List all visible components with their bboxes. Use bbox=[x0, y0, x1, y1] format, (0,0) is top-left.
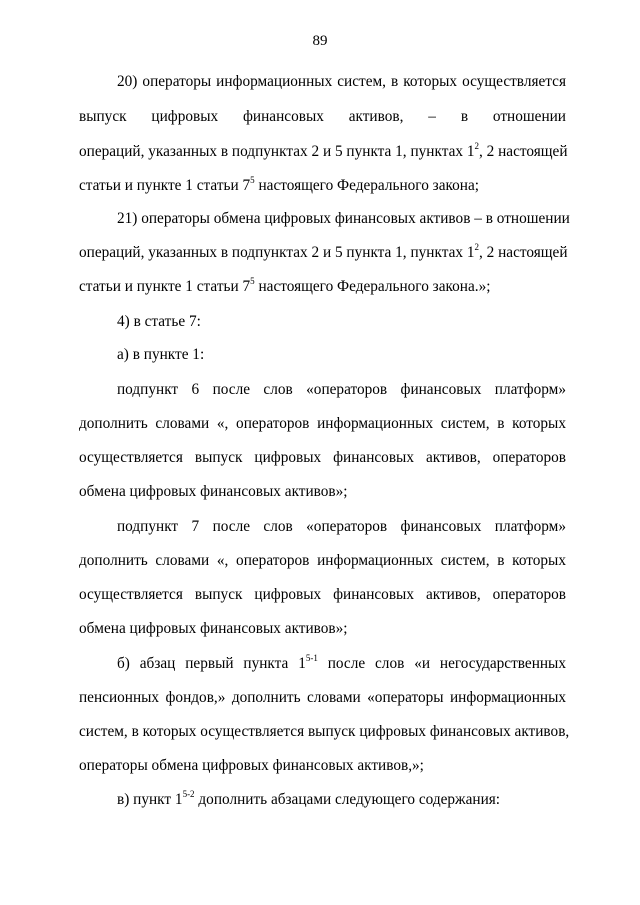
text-segment: операций, указанных в подпунктах 2 и 5 пункта 1, пунктах 1 bbox=[79, 143, 475, 160]
superscript: 5-2 bbox=[182, 788, 195, 799]
text-line: 20) операторы информационных систем, в которых осуществляется bbox=[117, 73, 566, 90]
superscript: 2 bbox=[474, 241, 479, 252]
superscript: 5-1 bbox=[305, 652, 318, 663]
text-line: выпуск цифровых финансовых активов, – в отношении bbox=[79, 108, 566, 125]
text-line: дополнить словами «, операторов информационных систем, в которых bbox=[79, 415, 566, 432]
text-segment: , 2 настоящей bbox=[479, 244, 568, 261]
text-line bbox=[79, 241, 568, 262]
text-line bbox=[79, 275, 566, 296]
text-line: а) в пункте 1: bbox=[117, 346, 205, 363]
text-line: дополнить словами «, операторов информационных систем, в которых bbox=[79, 552, 566, 569]
text-line: подпункт 7 после слов «операторов финансовых платформ» bbox=[117, 518, 566, 535]
text-line: обмена цифровых финансовых активов»; bbox=[79, 483, 348, 500]
text-segment: статьи и пункте 1 статьи 7 bbox=[79, 278, 251, 295]
superscript: 2 bbox=[474, 140, 479, 151]
text-line: пенсионных фондов,» дополнить словами «операторы информационных bbox=[79, 689, 566, 706]
text-line: операторы обмена цифровых финансовых активов,»; bbox=[79, 757, 424, 774]
text-line: систем, в которых осуществляется выпуск цифровых финансовых активов, bbox=[79, 723, 570, 740]
text-segment: статьи и пункте 1 статьи 7 bbox=[79, 177, 251, 194]
text-segment: после слов «и негосударственных bbox=[317, 655, 566, 672]
text-line: осуществляется выпуск цифровых финансовых активов, операторов bbox=[79, 449, 566, 466]
text-segment: дополнить абзацами следующего содержания: bbox=[194, 791, 501, 808]
text-line bbox=[79, 174, 566, 195]
text-line bbox=[117, 788, 566, 809]
text-line: 4) в статье 7: bbox=[117, 313, 201, 330]
text-line bbox=[79, 140, 568, 161]
text-line: 21) операторы обмена цифровых финансовых активов – в отношении bbox=[117, 210, 570, 227]
text-line: подпункт 6 после слов «операторов финансовых платформ» bbox=[117, 381, 566, 398]
superscript: 5 bbox=[250, 275, 255, 286]
page-number: 89 bbox=[312, 33, 328, 49]
text-line bbox=[117, 652, 566, 673]
superscript: 5 bbox=[250, 174, 255, 185]
text-segment: настоящего Федерального закона; bbox=[254, 177, 480, 194]
text-segment: настоящего Федерального закона.»; bbox=[254, 278, 491, 295]
text-line: обмена цифровых финансовых активов»; bbox=[79, 620, 348, 637]
text-segment: в) пункт 1 bbox=[117, 791, 183, 808]
text-line: осуществляется выпуск цифровых финансовых активов, операторов bbox=[79, 586, 566, 603]
text-segment: операций, указанных в подпунктах 2 и 5 пункта 1, пунктах 1 bbox=[79, 244, 475, 261]
text-segment: , 2 настоящей bbox=[479, 143, 568, 160]
text-segment: б) абзац первый пункта 1 bbox=[117, 655, 306, 672]
